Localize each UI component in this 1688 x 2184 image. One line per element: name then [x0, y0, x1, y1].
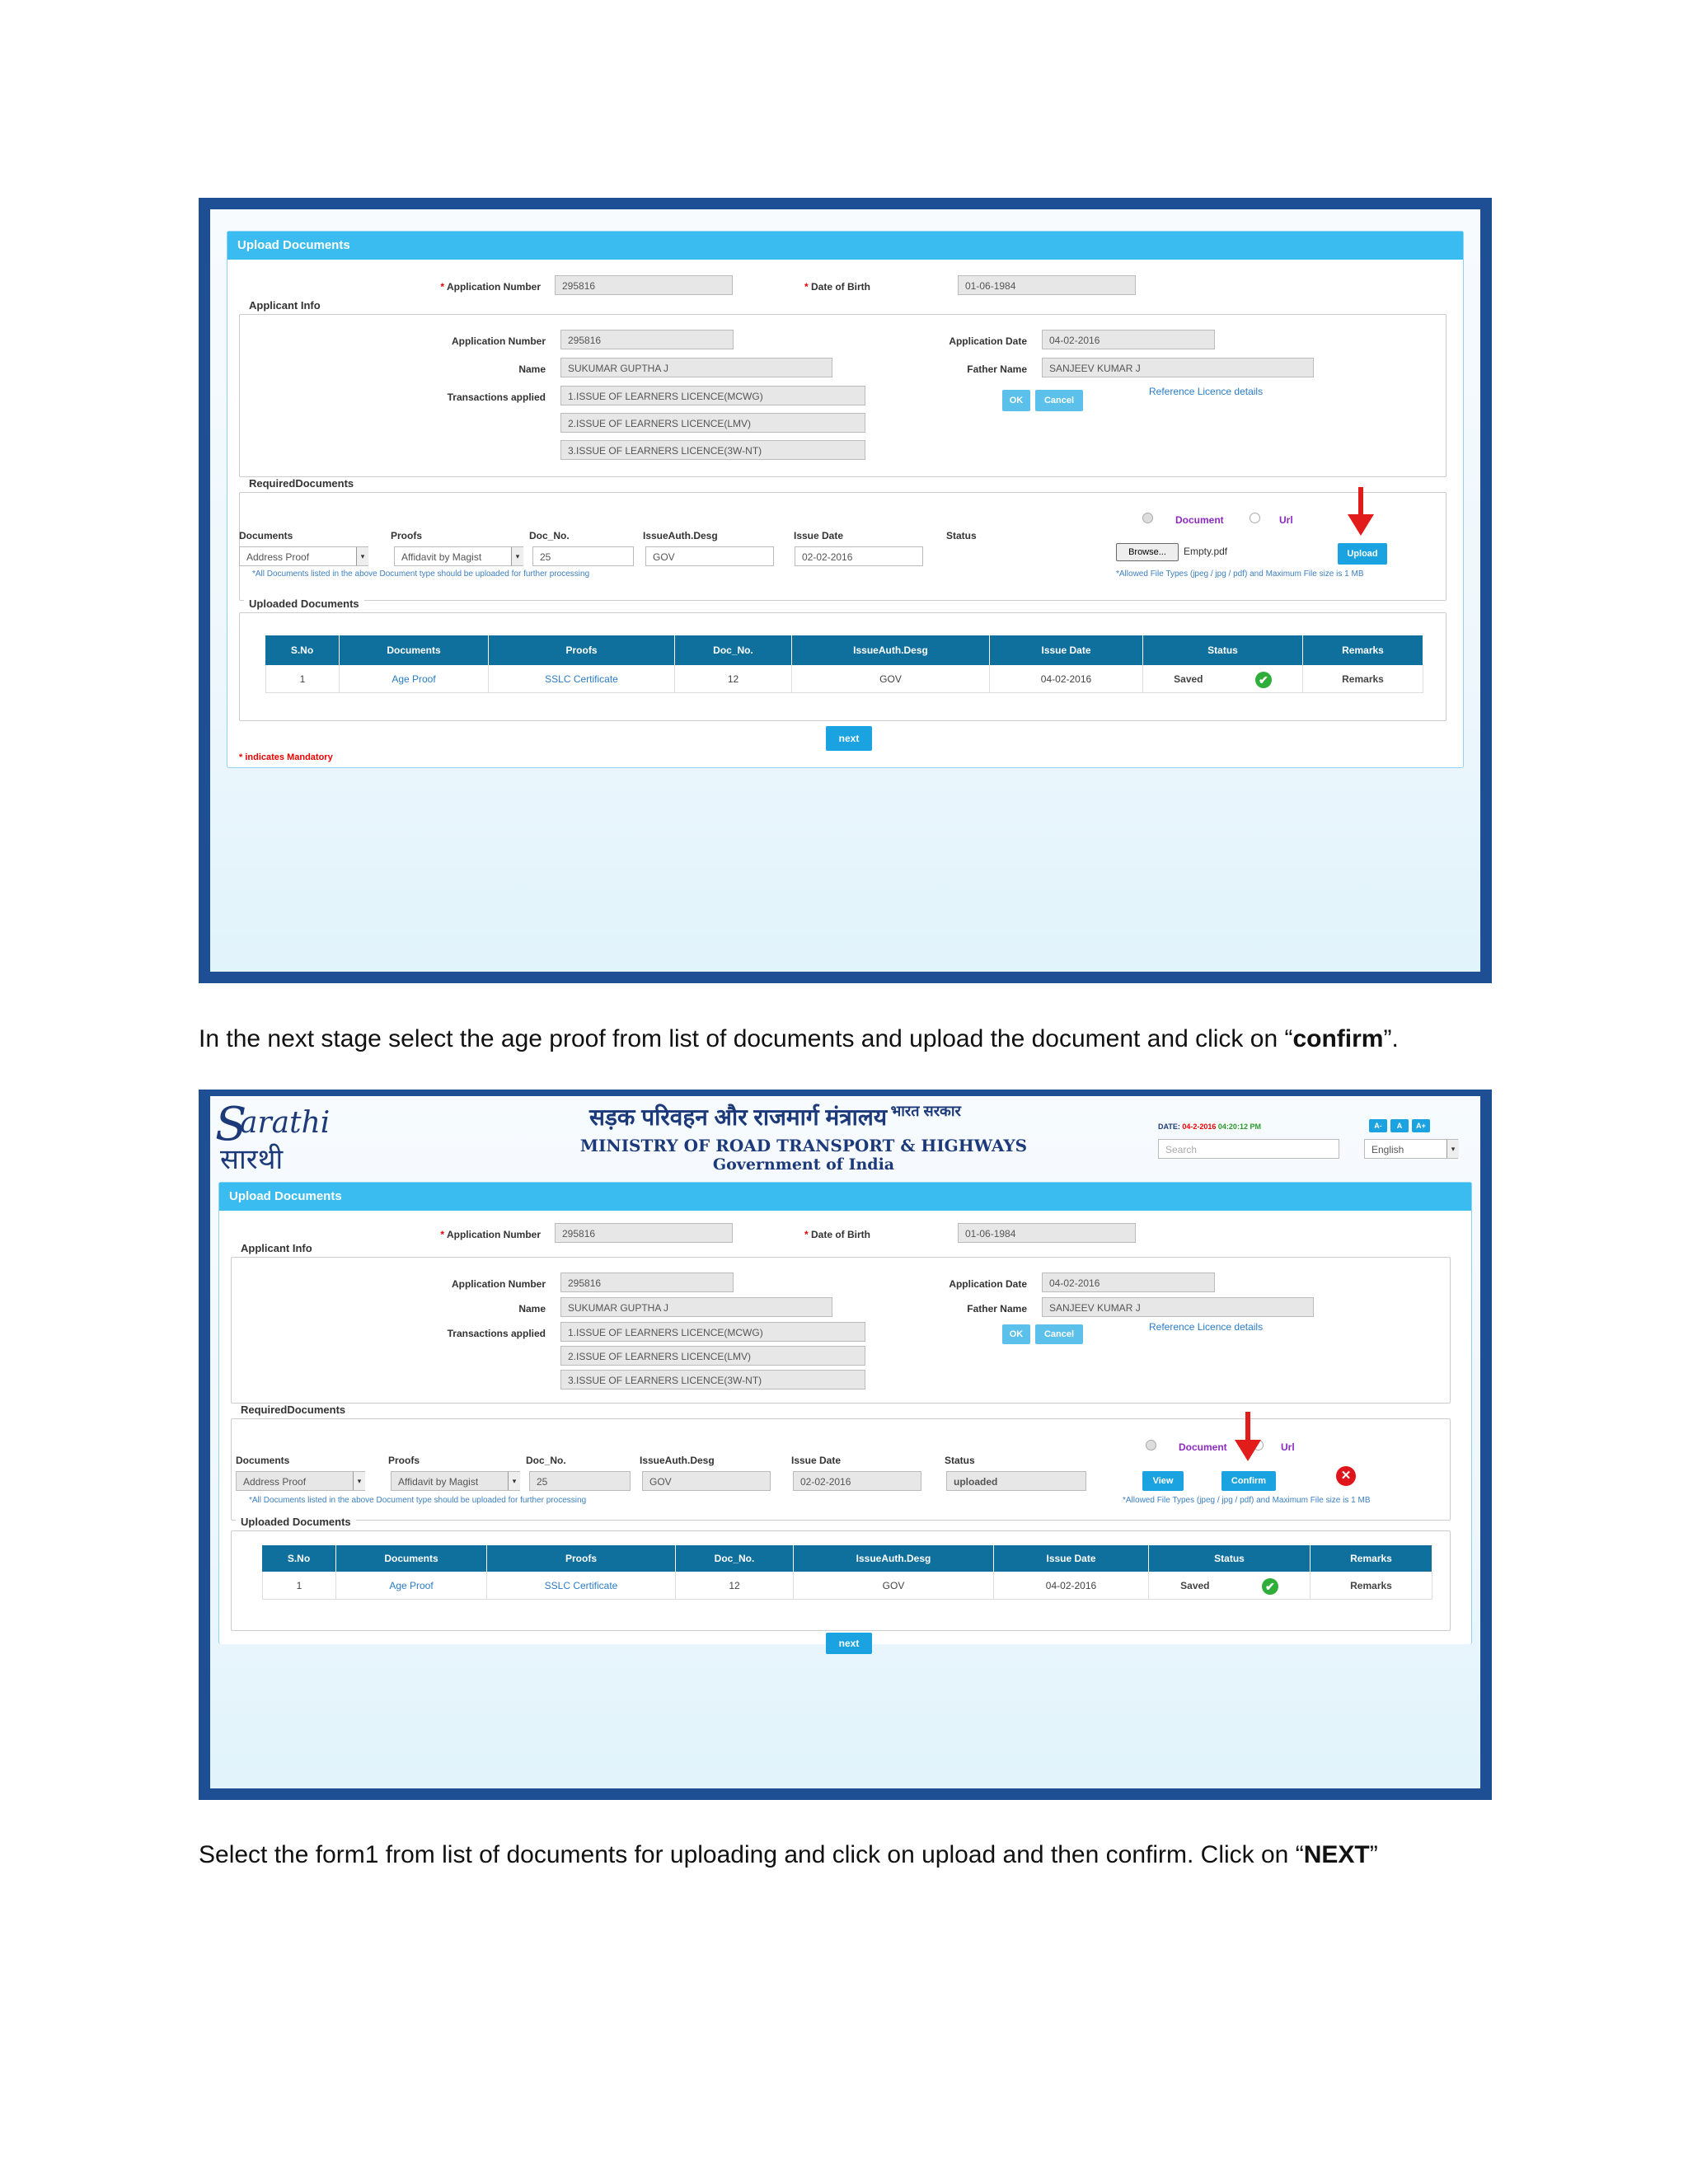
table-cell-link[interactable]: SSLC Certificate — [487, 1572, 676, 1600]
status-field: uploaded — [946, 1471, 1086, 1491]
para2-text-end: ” — [1369, 1841, 1378, 1868]
header-ministry-title: MINISTRY OF ROAD TRANSPORT & HIGHWAYS — [579, 1136, 1028, 1155]
required-documents-title: RequiredDocuments — [236, 1404, 350, 1416]
table-header-cell: S.No — [262, 1545, 336, 1572]
table-cell: 12 — [675, 665, 792, 693]
table-cell-status — [1143, 665, 1303, 693]
col-documents-label: Documents — [236, 1455, 290, 1466]
dropdown-arrow-icon[interactable]: ▾ — [353, 1472, 365, 1490]
logo-s-glyph: S — [215, 1098, 247, 1151]
table-header-cell: S.No — [265, 635, 340, 665]
info-name-field[interactable]: SUKUMAR GUPTHA J — [560, 358, 832, 377]
table-cell: 1 — [265, 665, 340, 693]
col-issue-date-label: Issue Date — [791, 1455, 842, 1466]
document-radio-label: Document — [1179, 1441, 1227, 1453]
check-icon: ✔ — [1255, 672, 1272, 688]
status-text: Saved — [1180, 1580, 1210, 1591]
screenshot-background — [210, 1096, 1480, 1788]
dob-label: * Date of Birth — [804, 281, 870, 293]
documents-select[interactable]: Address Proof — [239, 546, 368, 566]
url-radio-label: Url — [1279, 514, 1293, 526]
ok-button[interactable]: OK — [1002, 390, 1030, 411]
required-documents-title: RequiredDocuments — [244, 477, 359, 490]
col-issue-auth-label: IssueAuth.Desg — [643, 530, 718, 541]
next-button[interactable]: next — [826, 726, 872, 751]
dropdown-arrow-icon[interactable]: ▾ — [511, 547, 523, 565]
col-proofs-label: Proofs — [388, 1455, 420, 1466]
screenshot-confirm-upload — [199, 1090, 1492, 1800]
header-hindi-title: सड़क परिवहन और राजमार्ग मंत्रालय भारत सरकार — [589, 1103, 961, 1130]
allowed-file-types-note: *Allowed File Types (jpeg / jpg / pdf) and Maximum File size is 1 MB — [1123, 1496, 1371, 1505]
table-header-cell: Status — [1149, 1545, 1311, 1572]
info-app-number-field[interactable]: 295816 — [560, 1272, 734, 1292]
col-documents-label: Documents — [239, 530, 293, 541]
table-cell: 04-02-2016 — [990, 665, 1143, 693]
col-docno-label: Doc_No. — [529, 530, 570, 541]
view-button[interactable]: View — [1142, 1471, 1184, 1491]
transaction-item: 1.ISSUE OF LEARNERS LICENCE(MCWG) — [560, 386, 865, 405]
col-docno-label: Doc_No. — [526, 1455, 566, 1466]
screenshot-background — [210, 209, 1480, 972]
issue-auth-input[interactable]: GOV — [645, 546, 774, 566]
uploaded-documents-title: Uploaded Documents — [236, 1516, 356, 1528]
table-header-cell: Documents — [340, 635, 489, 665]
dropdown-arrow-icon[interactable]: ▾ — [356, 547, 368, 565]
font-normal-button[interactable]: A — [1390, 1119, 1409, 1132]
red-pointer-arrow-icon — [1245, 1412, 1250, 1443]
application-date-label: Application Date — [949, 1278, 1027, 1290]
sarathi-logo — [215, 1098, 331, 1175]
cancel-button[interactable]: Cancel — [1035, 1324, 1083, 1344]
transactions-label: Transactions applied — [447, 391, 546, 403]
applicant-info-title: Applicant Info — [244, 299, 326, 312]
table-header-cell: IssueAuth.Desg — [792, 635, 990, 665]
document-radio-label: Document — [1175, 514, 1224, 526]
table-header-cell: Proofs — [487, 1545, 676, 1572]
confirm-button[interactable]: Confirm — [1221, 1471, 1276, 1491]
ok-button[interactable]: OK — [1002, 1324, 1030, 1344]
para2-text: Select the form1 from list of documents for uploading and click on upload and then confirm. Click on “ — [199, 1841, 1304, 1868]
all-documents-note: *All Documents listed in the above Document type should be uploaded for further processing — [249, 1496, 587, 1505]
instruction-paragraph-2 — [199, 1841, 1378, 1869]
table-header-cell: Proofs — [489, 635, 675, 665]
col-status-label: Status — [945, 1455, 975, 1466]
col-issue-auth-label: IssueAuth.Desg — [640, 1455, 715, 1466]
reference-licence-link[interactable]: Reference Licence details — [1149, 1321, 1264, 1333]
dob-field[interactable]: 01-06-1984 — [958, 1223, 1136, 1243]
document-radio[interactable] — [1146, 1440, 1156, 1451]
dropdown-arrow-icon[interactable]: ▾ — [1447, 1140, 1459, 1158]
table-header-cell: Remarks — [1303, 635, 1423, 665]
dob-field[interactable]: 01-06-1984 — [958, 275, 1136, 295]
table-cell-link[interactable]: Age Proof — [336, 1572, 487, 1600]
panel-title: Upload Documents — [219, 1183, 1471, 1211]
logo-english: arathi — [240, 1106, 331, 1140]
check-icon: ✔ — [1262, 1578, 1278, 1595]
transactions-label: Transactions applied — [447, 1328, 546, 1339]
para1-text-end: ”. — [1383, 1025, 1399, 1052]
docno-input[interactable]: 25 — [532, 546, 634, 566]
application-number-field[interactable]: 295816 — [555, 1223, 733, 1243]
red-pointer-arrowhead-icon — [1235, 1440, 1261, 1461]
transaction-item: 3.ISSUE OF LEARNERS LICENCE(3W-NT) — [560, 440, 865, 460]
table-header-cell: Issue Date — [990, 635, 1143, 665]
reference-licence-link[interactable]: Reference Licence details — [1149, 386, 1264, 397]
table-cell-link[interactable]: SSLC Certificate — [489, 665, 675, 693]
dropdown-arrow-icon[interactable]: ▾ — [508, 1472, 520, 1490]
allowed-file-types-note: *Allowed File Types (jpeg / jpg / pdf) and Maximum File size is 1 MB — [1116, 569, 1364, 579]
proofs-select[interactable]: Affidavit by Magist — [391, 1471, 520, 1491]
father-name-field[interactable]: SANJEEV KUMAR J — [1042, 1297, 1314, 1317]
table-header-cell: Status — [1143, 635, 1303, 665]
issue-date-input[interactable]: 02-02-2016 — [795, 546, 923, 566]
table-cell: 04-02-2016 — [994, 1572, 1149, 1600]
upload-documents-panel — [227, 231, 1464, 768]
table-cell-status — [1149, 1572, 1311, 1600]
applicant-info-title: Applicant Info — [236, 1242, 317, 1254]
document-radio[interactable] — [1142, 513, 1153, 523]
application-date-field[interactable]: 04-02-2016 — [1042, 330, 1215, 349]
transaction-item: 3.ISSUE OF LEARNERS LICENCE(3W-NT) — [560, 1370, 865, 1390]
font-increase-button[interactable]: A+ — [1412, 1119, 1430, 1132]
proofs-select[interactable]: Affidavit by Magist — [394, 546, 523, 566]
father-name-field[interactable]: SANJEEV KUMAR J — [1042, 358, 1314, 377]
father-name-label: Father Name — [967, 363, 1027, 375]
info-name-label: Name — [518, 1303, 546, 1315]
table-cell: 1 — [262, 1572, 336, 1600]
info-name-label: Name — [518, 363, 546, 375]
all-documents-note: *All Documents listed in the above Document type should be uploaded for further processing — [252, 569, 590, 579]
browse-button[interactable]: Browse... — [1116, 543, 1179, 561]
logo-hindi: सारथी — [220, 1144, 284, 1175]
panel-title: Upload Documents — [227, 232, 1463, 260]
mandatory-note: * indicates Mandatory — [239, 752, 333, 762]
application-number-label: * Application Number — [440, 281, 541, 293]
application-date-label: Application Date — [949, 335, 1027, 347]
table-cell: GOV — [792, 665, 990, 693]
transaction-item: 1.ISSUE OF LEARNERS LICENCE(MCWG) — [560, 1322, 865, 1342]
info-app-number-label: Application Number — [451, 1278, 546, 1290]
header-government-title: Government of India — [712, 1155, 895, 1174]
cancel-button[interactable]: Cancel — [1035, 390, 1083, 411]
table-header-cell: IssueAuth.Desg — [794, 1545, 994, 1572]
application-number-label: * Application Number — [440, 1229, 541, 1240]
col-proofs-label: Proofs — [391, 530, 423, 541]
next-button[interactable]: next — [826, 1633, 872, 1654]
required-documents-box — [231, 1418, 1451, 1521]
transaction-item: 2.ISSUE OF LEARNERS LICENCE(LMV) — [560, 413, 865, 433]
search-input[interactable]: Search — [1158, 1139, 1339, 1159]
info-app-number-label: Application Number — [451, 335, 546, 347]
table-header-cell: Doc_No. — [675, 635, 792, 665]
url-radio[interactable] — [1250, 513, 1260, 523]
screenshot-upload-documents — [199, 198, 1492, 983]
status-text: Saved — [1174, 673, 1203, 685]
table-cell-link[interactable]: Age Proof — [340, 665, 489, 693]
info-name-field[interactable]: SUKUMAR GUPTHA J — [560, 1297, 832, 1317]
table-header-cell: Remarks — [1311, 1545, 1432, 1572]
language-select[interactable]: English — [1364, 1139, 1458, 1159]
table-cell: Remarks — [1303, 665, 1423, 693]
table-header-cell: Issue Date — [994, 1545, 1149, 1572]
table-cell: Remarks — [1311, 1572, 1432, 1600]
application-date-field[interactable]: 04-02-2016 — [1042, 1272, 1215, 1292]
font-decrease-button[interactable]: A- — [1369, 1119, 1387, 1132]
father-name-label: Father Name — [967, 1303, 1027, 1315]
table-cell: 12 — [676, 1572, 794, 1600]
table-header-cell: Doc_No. — [676, 1545, 794, 1572]
url-radio-label: Url — [1281, 1441, 1295, 1453]
info-app-number-field[interactable]: 295816 — [560, 330, 734, 349]
table-cell: GOV — [794, 1572, 994, 1600]
selected-file-name: Empty.pdf — [1184, 546, 1228, 557]
col-status-label: Status — [946, 530, 977, 541]
dob-label: * Date of Birth — [804, 1229, 870, 1240]
application-number-field[interactable]: 295816 — [555, 275, 733, 295]
issue-date-input[interactable]: 02-02-2016 — [793, 1471, 921, 1491]
uploaded-documents-title: Uploaded Documents — [244, 598, 364, 610]
para1-bold: confirm — [1292, 1025, 1384, 1052]
remove-icon[interactable]: ✕ — [1336, 1466, 1356, 1486]
upload-button[interactable]: Upload — [1338, 543, 1387, 565]
para2-bold: NEXT — [1303, 1841, 1370, 1868]
red-pointer-arrowhead-icon — [1348, 514, 1374, 536]
issue-auth-input[interactable]: GOV — [642, 1471, 771, 1491]
header-date: DATE: 04-2-2016 04:20:12 PM — [1158, 1122, 1261, 1131]
instruction-paragraph-1 — [199, 1025, 1399, 1053]
docno-input[interactable]: 25 — [529, 1471, 631, 1491]
upload-documents-panel — [218, 1182, 1472, 1649]
table-header-cell: Documents — [336, 1545, 487, 1572]
col-issue-date-label: Issue Date — [794, 530, 844, 541]
transaction-item: 2.ISSUE OF LEARNERS LICENCE(LMV) — [560, 1346, 865, 1366]
documents-select[interactable]: Address Proof — [236, 1471, 365, 1491]
para1-text: In the next stage select the age proof from list of documents and upload the document and click on “ — [199, 1025, 1293, 1052]
